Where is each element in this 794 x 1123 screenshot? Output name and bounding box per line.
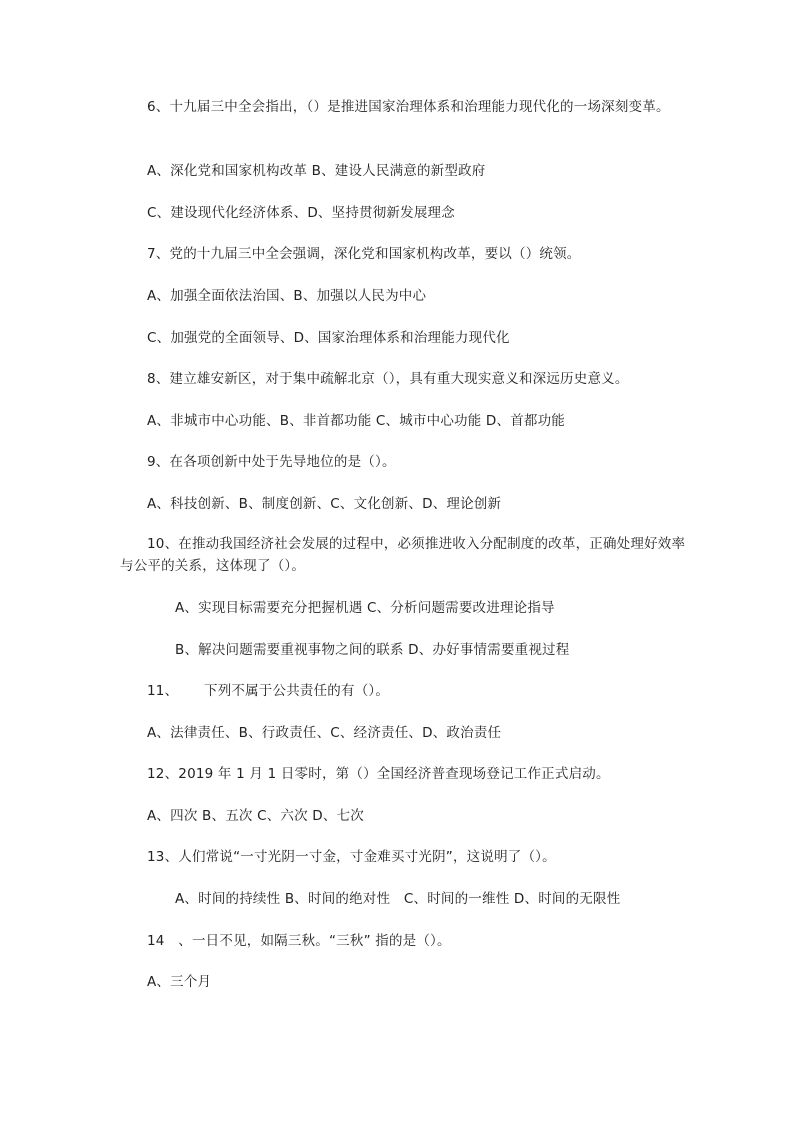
question-11-number: 11、 [147,683,179,699]
question-7-text: 7、党的十九届三中全会强调，深化党和国家机构改革，要以（）统领。 [147,246,581,262]
question-13-text: 13、人们常说“一寸光阴一寸金，寸金难买寸光阴”，这说明了（）。 [147,849,556,865]
question-10-text: 10、在推动我国经济社会发展的过程中，必须推进收入分配制度的改革，正确处理好效率与公平的关系，这体现了（）。 [120,536,686,574]
question-12-options: A、四次 B、五次 C、六次 D、七次 [147,808,364,824]
question-10-options-bd: B、解决问题需要重视事物之间的联系 D、办好事情需要重视过程 [175,642,570,658]
question-6-options-cd: C、建设现代化经济体系、D、坚持贯彻新发展理念 [147,205,455,221]
question-13-options: A、时间的持续性 B、时间的绝对性 C、时间的一维性 D、时间的无限性 [175,891,621,907]
question-14-text: 14 、一日不见，如隔三秋。“三秋” 指的是（）。 [147,933,451,949]
question-12-text: 12、2019 年 1 月 1 日零时，第（）全国经济普查现场登记工作正式启动。 [147,766,610,782]
question-14-option-a: A、三个月 [147,974,212,990]
question-10-options-ac: A、实现目标需要充分把握机遇 C、分析问题需要改进理论指导 [175,600,555,616]
question-6-text: 6、十九届三中全会指出，（）是推进国家治理体系和治理能力现代化的一场深刻变革。 [147,99,670,115]
question-8-text: 8、建立雄安新区，对于集中疏解北京（），具有重大现实意义和深远历史意义。 [147,371,629,387]
question-7-options-cd: C、加强党的全面领导、D、国家治理体系和治理能力现代化 [147,330,510,346]
question-9-text: 9、在各项创新中处于先导地位的是（）。 [147,454,396,470]
question-7-options-ab: A、加强全面依法治国、B、加强以人民为中心 [147,288,427,304]
question-8-options: A、非城市中心功能、B、非首都功能 C、城市中心功能 D、首都功能 [147,413,565,429]
question-9-options: A、科技创新、B、制度创新、C、文化创新、D、理论创新 [147,496,502,512]
question-6-options-ab: A、深化党和国家机构改革 B、建设人民满意的新型政府 [147,163,486,179]
question-11-text: 下列不属于公共责任的有（）。 [204,683,390,699]
question-11-options: A、法律责任、B、行政责任、C、经济责任、D、政治责任 [147,725,502,741]
